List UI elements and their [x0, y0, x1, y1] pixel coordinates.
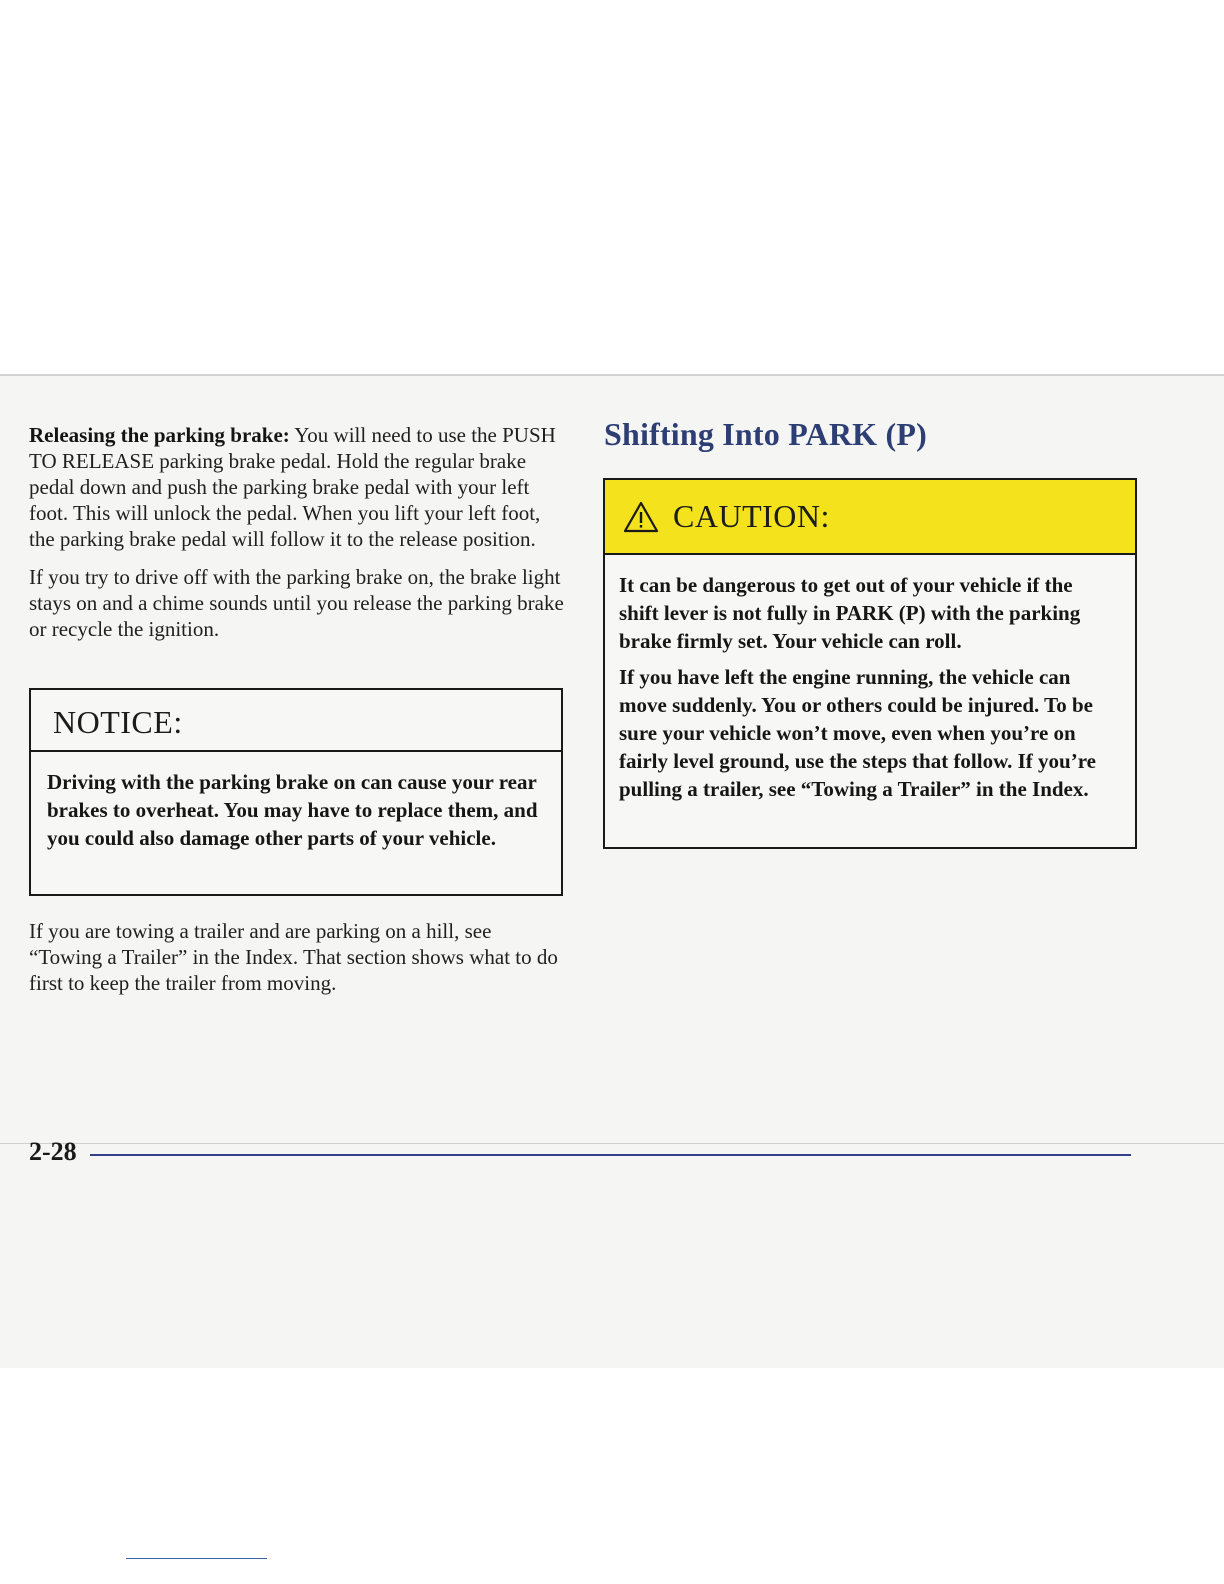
towing-note — [29, 918, 569, 1008]
caution-paragraph-2: If you have left the engine running, the vehicle can move suddenly. You or others could be injured. To be sure your vehicle won’t move, even when you’re on fairly level ground, use the steps that follow. If you’re pulling a trailer, see “Towing a Trailer” in the Index. — [619, 665, 1096, 801]
releasing-parking-brake-paragraph — [29, 422, 569, 552]
drive-off-paragraph: If you try to drive off with the parking brake on, the brake light stays on and a chime sounds until you release the parking brake or recycle the ignition. — [29, 565, 564, 641]
notice-box — [29, 688, 563, 896]
caution-heading: CAUTION: — [673, 498, 830, 534]
caution-body — [605, 555, 1135, 803]
section-title: Shifting Into PARK (P) — [604, 416, 927, 452]
caution-header — [605, 480, 1135, 555]
releasing-lead: Releasing the parking brake: — [29, 423, 290, 447]
footer-rule — [90, 1154, 1131, 1156]
notice-body: Driving with the parking brake on can cause your rear brakes to overheat. You may have to replace them, and you could also damage other parts of your vehicle. — [47, 770, 538, 850]
towing-paragraph: If you are towing a trailer and are parking on a hill, see “Towing a Trailer” in the Index. That section shows what to do first to keep the trailer from moving. — [29, 919, 558, 995]
band-divider — [0, 1143, 1224, 1144]
caution-paragraph-1: It can be dangerous to get out of your vehicle if the shift lever is not fully in PARK (P) with the parking brake firmly set. Your vehicle can roll. — [619, 573, 1081, 653]
notice-heading: NOTICE: — [31, 690, 561, 752]
bottom-rule — [126, 1558, 267, 1559]
page-number: 2-28 — [29, 1137, 77, 1166]
caution-box — [603, 478, 1137, 849]
right-column — [604, 416, 1144, 453]
warning-triangle-icon — [623, 501, 659, 533]
releasing-text: You will need to use the PUSH TO RELEASE parking brake pedal. Hold the regular brake pedal down and push the parking brake pedal with your left foot. This will unlock the pedal. When you lift your left foot, the parking brake pedal will follow it to the release position. — [29, 423, 556, 551]
left-column — [29, 422, 569, 654]
